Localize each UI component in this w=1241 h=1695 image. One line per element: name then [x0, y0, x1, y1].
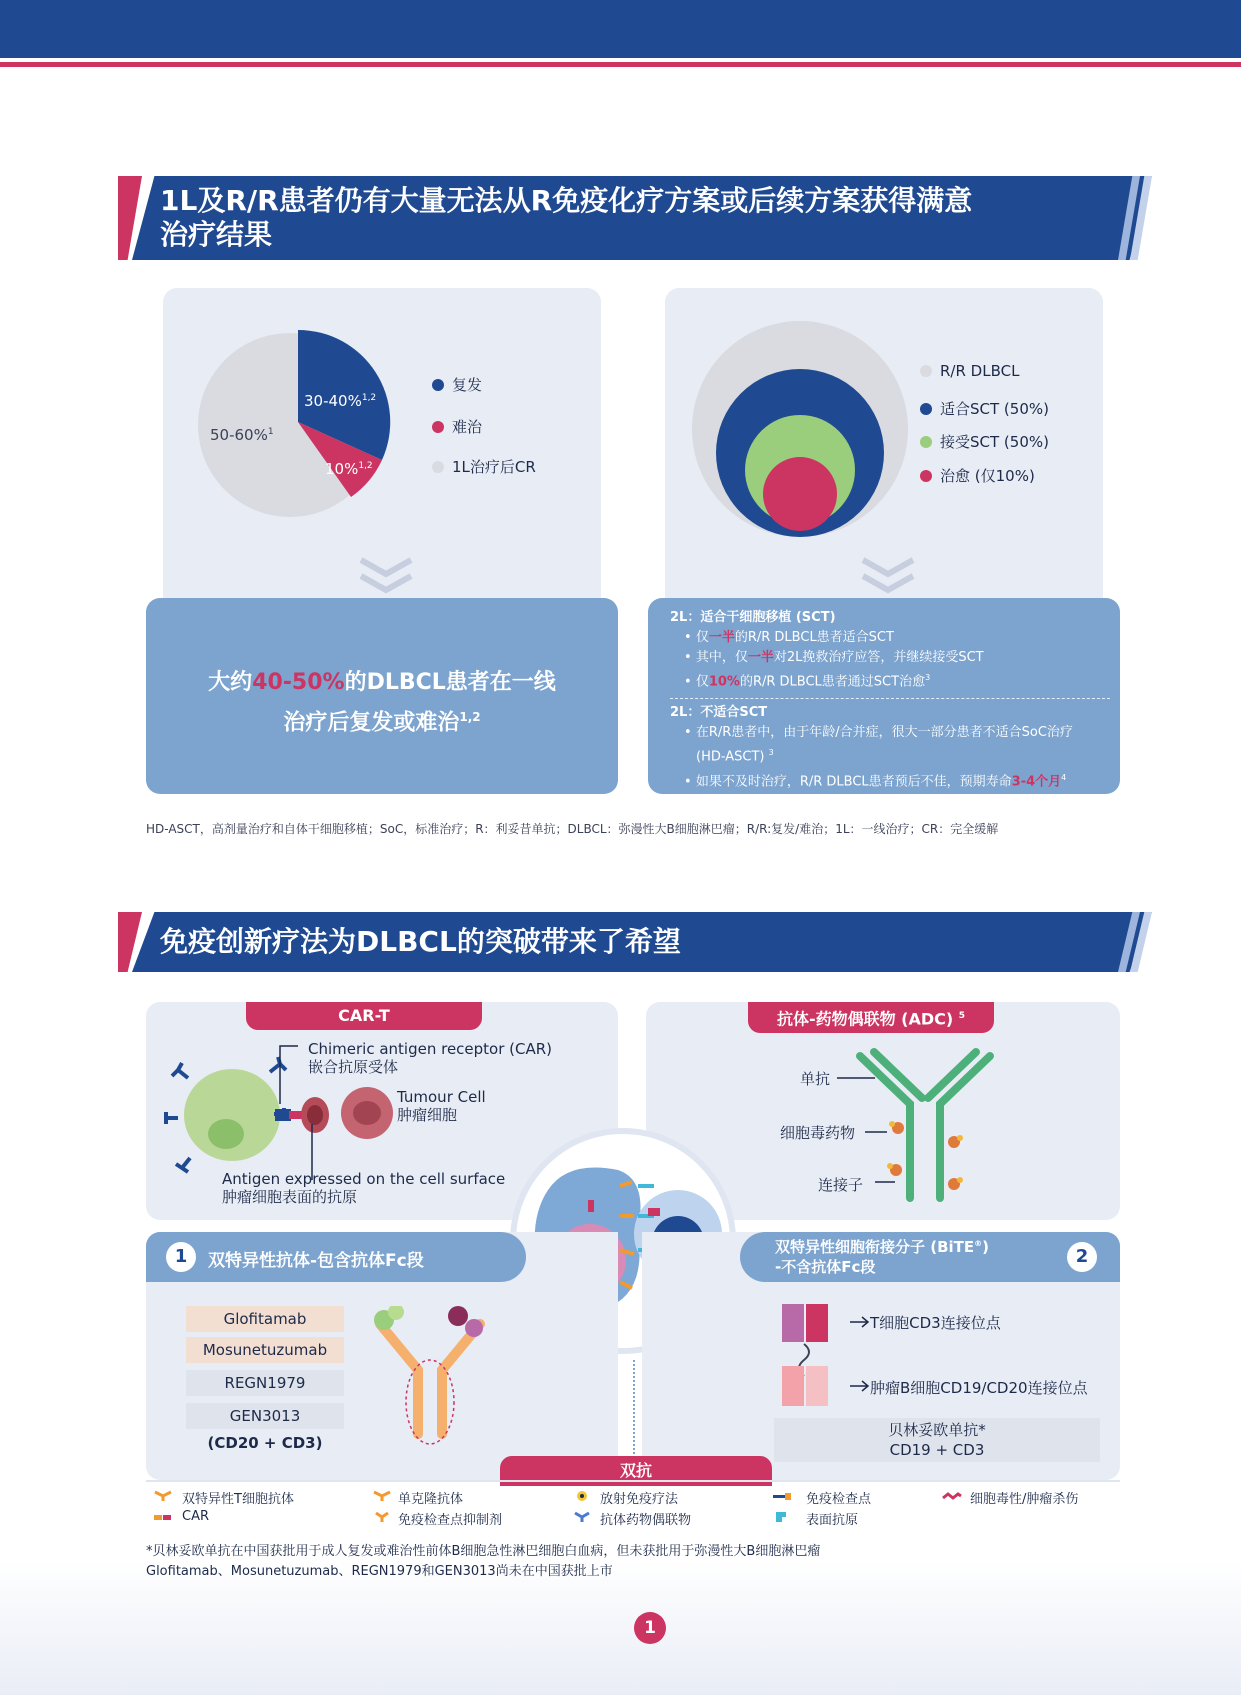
- immune-checkpoint-icon: [772, 1490, 792, 1502]
- section2-banner: [118, 912, 1148, 972]
- circles-legend-cured: 治愈 (仅10%): [920, 465, 1035, 486]
- bite-label-cd19: 肿瘤B细胞CD19/CD20连接位点: [870, 1379, 1088, 1397]
- bispecific-t-antibody-icon: [153, 1490, 173, 1502]
- pie-legend-cr: 1L治疗后CR: [432, 456, 536, 477]
- drug-regn1979: REGN1979: [186, 1370, 344, 1396]
- adc-pill: 抗体-药物偶联物 (ADC) $^5$: [748, 1002, 994, 1033]
- right-summary-box: 2L：适合干细胞移植 (SCT) • 仅一半的R/R DLBCL患者适合SCT • 其中，仅一半对2L挽救治疗应答，并继续接受SCT • 仅10%的R/R DLBCL患者通过SCT治愈$^3$ 2L：不适合SCT • 在R/R患者中，由于年龄/合并症，很大一部分患者不适合SoC治疗 (HD-ASCT) $^3$ • 如果不及时治疗，R/R DLBCL患者预后不佳，预期寿命3-4个月$^4$: [648, 598, 1120, 794]
- cytotoxic-icon: [942, 1490, 962, 1502]
- drug-mosunetuzumab: Mosunetuzumab: [186, 1337, 344, 1363]
- bispecific-antibody-icon: [370, 1306, 490, 1446]
- chevron-down-icon: [858, 556, 918, 596]
- pie-label-cr: 50-60%$^1$: [210, 426, 274, 444]
- legend-label: 表面抗原: [806, 1513, 859, 1528]
- circles-legend-received: 接受SCT (50%): [920, 431, 1049, 452]
- antigen-label: Antigen expressed on the cell surface 肿瘤细胞表面的抗原: [222, 1170, 506, 1206]
- bispecific1-target: (CD20 + CD3): [207, 1434, 323, 1452]
- pie-label-refractory: 10%$^{1,2}$: [325, 460, 373, 478]
- legend-label: 免疫检查点: [806, 1492, 872, 1507]
- bispecific1-title: 双特异性抗体-包含抗体Fc段: [208, 1251, 424, 1271]
- bispecific1-number: 1: [166, 1242, 196, 1272]
- legend-label: CAR: [182, 1509, 210, 1524]
- adc-label-drug: 细胞毒药物: [780, 1124, 856, 1142]
- section1-banner: [118, 176, 1148, 260]
- legend-label: 抗体药物偶联物: [600, 1513, 692, 1528]
- header-bar: [0, 0, 1241, 58]
- car-icon: [153, 1511, 173, 1523]
- bispecific2-title: 双特异性细胞衔接分子 (BiTE®) -不含抗体Fc段: [775, 1238, 989, 1276]
- circles-legend-eligible: 适合SCT (50%): [920, 398, 1049, 419]
- legend-label: 细胞毒性/肿瘤杀伤: [970, 1492, 1079, 1507]
- blinatumomab-box: 贝林妥欧单抗* CD19 + CD3: [774, 1418, 1100, 1462]
- legend-label: 双特异性T细胞抗体: [182, 1492, 294, 1507]
- circle-cured: [763, 457, 837, 531]
- cart-pill: CAR-T: [246, 1002, 482, 1030]
- radioimmunotherapy-icon: [572, 1490, 592, 1502]
- footnote-2: Glofitamab、Mosunetuzumab、REGN1979和GEN3013尚未在中国获批上市: [146, 1564, 613, 1579]
- surface-antigen-icon: [772, 1511, 792, 1523]
- left-summary-box: 大约40-50%的DLBCL患者在一线 治疗后复发或难治$^{1,2}$: [146, 598, 618, 794]
- drug-glofitamab: Glofitamab: [186, 1306, 344, 1332]
- adc-label-mab: 单抗: [800, 1070, 831, 1088]
- adc-icon: [572, 1511, 592, 1523]
- drug-gen3013: GEN3013: [186, 1403, 344, 1429]
- checkpoint-inhibitor-icon: [372, 1511, 392, 1523]
- pie-label-relapse: 30-40%$^{1,2}$: [304, 392, 377, 410]
- adc-callout-lines: [835, 1070, 895, 1190]
- legend-divider: [146, 1480, 1120, 1482]
- section1-title: 1L及R/R患者仍有大量无法从R免疫化疗方案或后续方案获得满意 治疗结果: [160, 184, 973, 251]
- footnote-1: *贝林妥欧单抗在中国获批用于成人复发或难治性前体B细胞急性淋巴细胞白血病，但未获批用于弥漫性大B细胞淋巴瘤: [146, 1544, 821, 1559]
- legend-label: 放射免疫疗法: [600, 1492, 679, 1507]
- bite-arrows: [850, 1316, 872, 1396]
- legend-dot-icon: [432, 421, 444, 433]
- car-label: Chimeric antigen receptor (CAR) 嵌合抗原受体: [308, 1040, 553, 1076]
- pie-legend-relapse: 复发: [432, 374, 482, 395]
- section2-title: 免疫创新疗法为DLBCL的突破带来了希望: [160, 925, 681, 958]
- header-accent-line: [0, 62, 1241, 67]
- outcome-pie-chart: [195, 320, 405, 530]
- bite-label-cd3: T细胞CD3连接位点: [870, 1314, 1001, 1332]
- center-connector: [633, 1360, 635, 1470]
- legend-dot-icon: [432, 379, 444, 391]
- footer-gradient: [0, 1560, 1241, 1695]
- legend-label: 单克隆抗体: [398, 1492, 464, 1507]
- abbreviations-1: HD-ASCT，高剂量治疗和自体干细胞移植；SoC，标准治疗；R：利妥昔单抗；DLBCL：弥漫性大B细胞淋巴瘤；R/R:复发/难治；1L：一线治疗；CR：完全缓解: [146, 822, 999, 836]
- chevron-down-icon: [356, 556, 416, 596]
- circles-legend-rr: R/R DLBCL: [920, 362, 1019, 380]
- nested-circles-diagram: [690, 318, 910, 540]
- bispecific2-number: 2: [1067, 1242, 1097, 1272]
- adc-label-linker: 连接子: [818, 1176, 864, 1194]
- legend-dot-icon: [432, 461, 444, 473]
- legend-label: 免疫检查点抑制剂: [398, 1513, 503, 1528]
- monoclonal-antibody-icon: [372, 1490, 392, 1502]
- bispecific-pill: 双抗: [500, 1456, 772, 1486]
- pie-legend-refractory: 难治: [432, 416, 482, 437]
- page-number: 1: [634, 1612, 666, 1644]
- tumour-label: Tumour Cell 肿瘤细胞: [397, 1088, 486, 1124]
